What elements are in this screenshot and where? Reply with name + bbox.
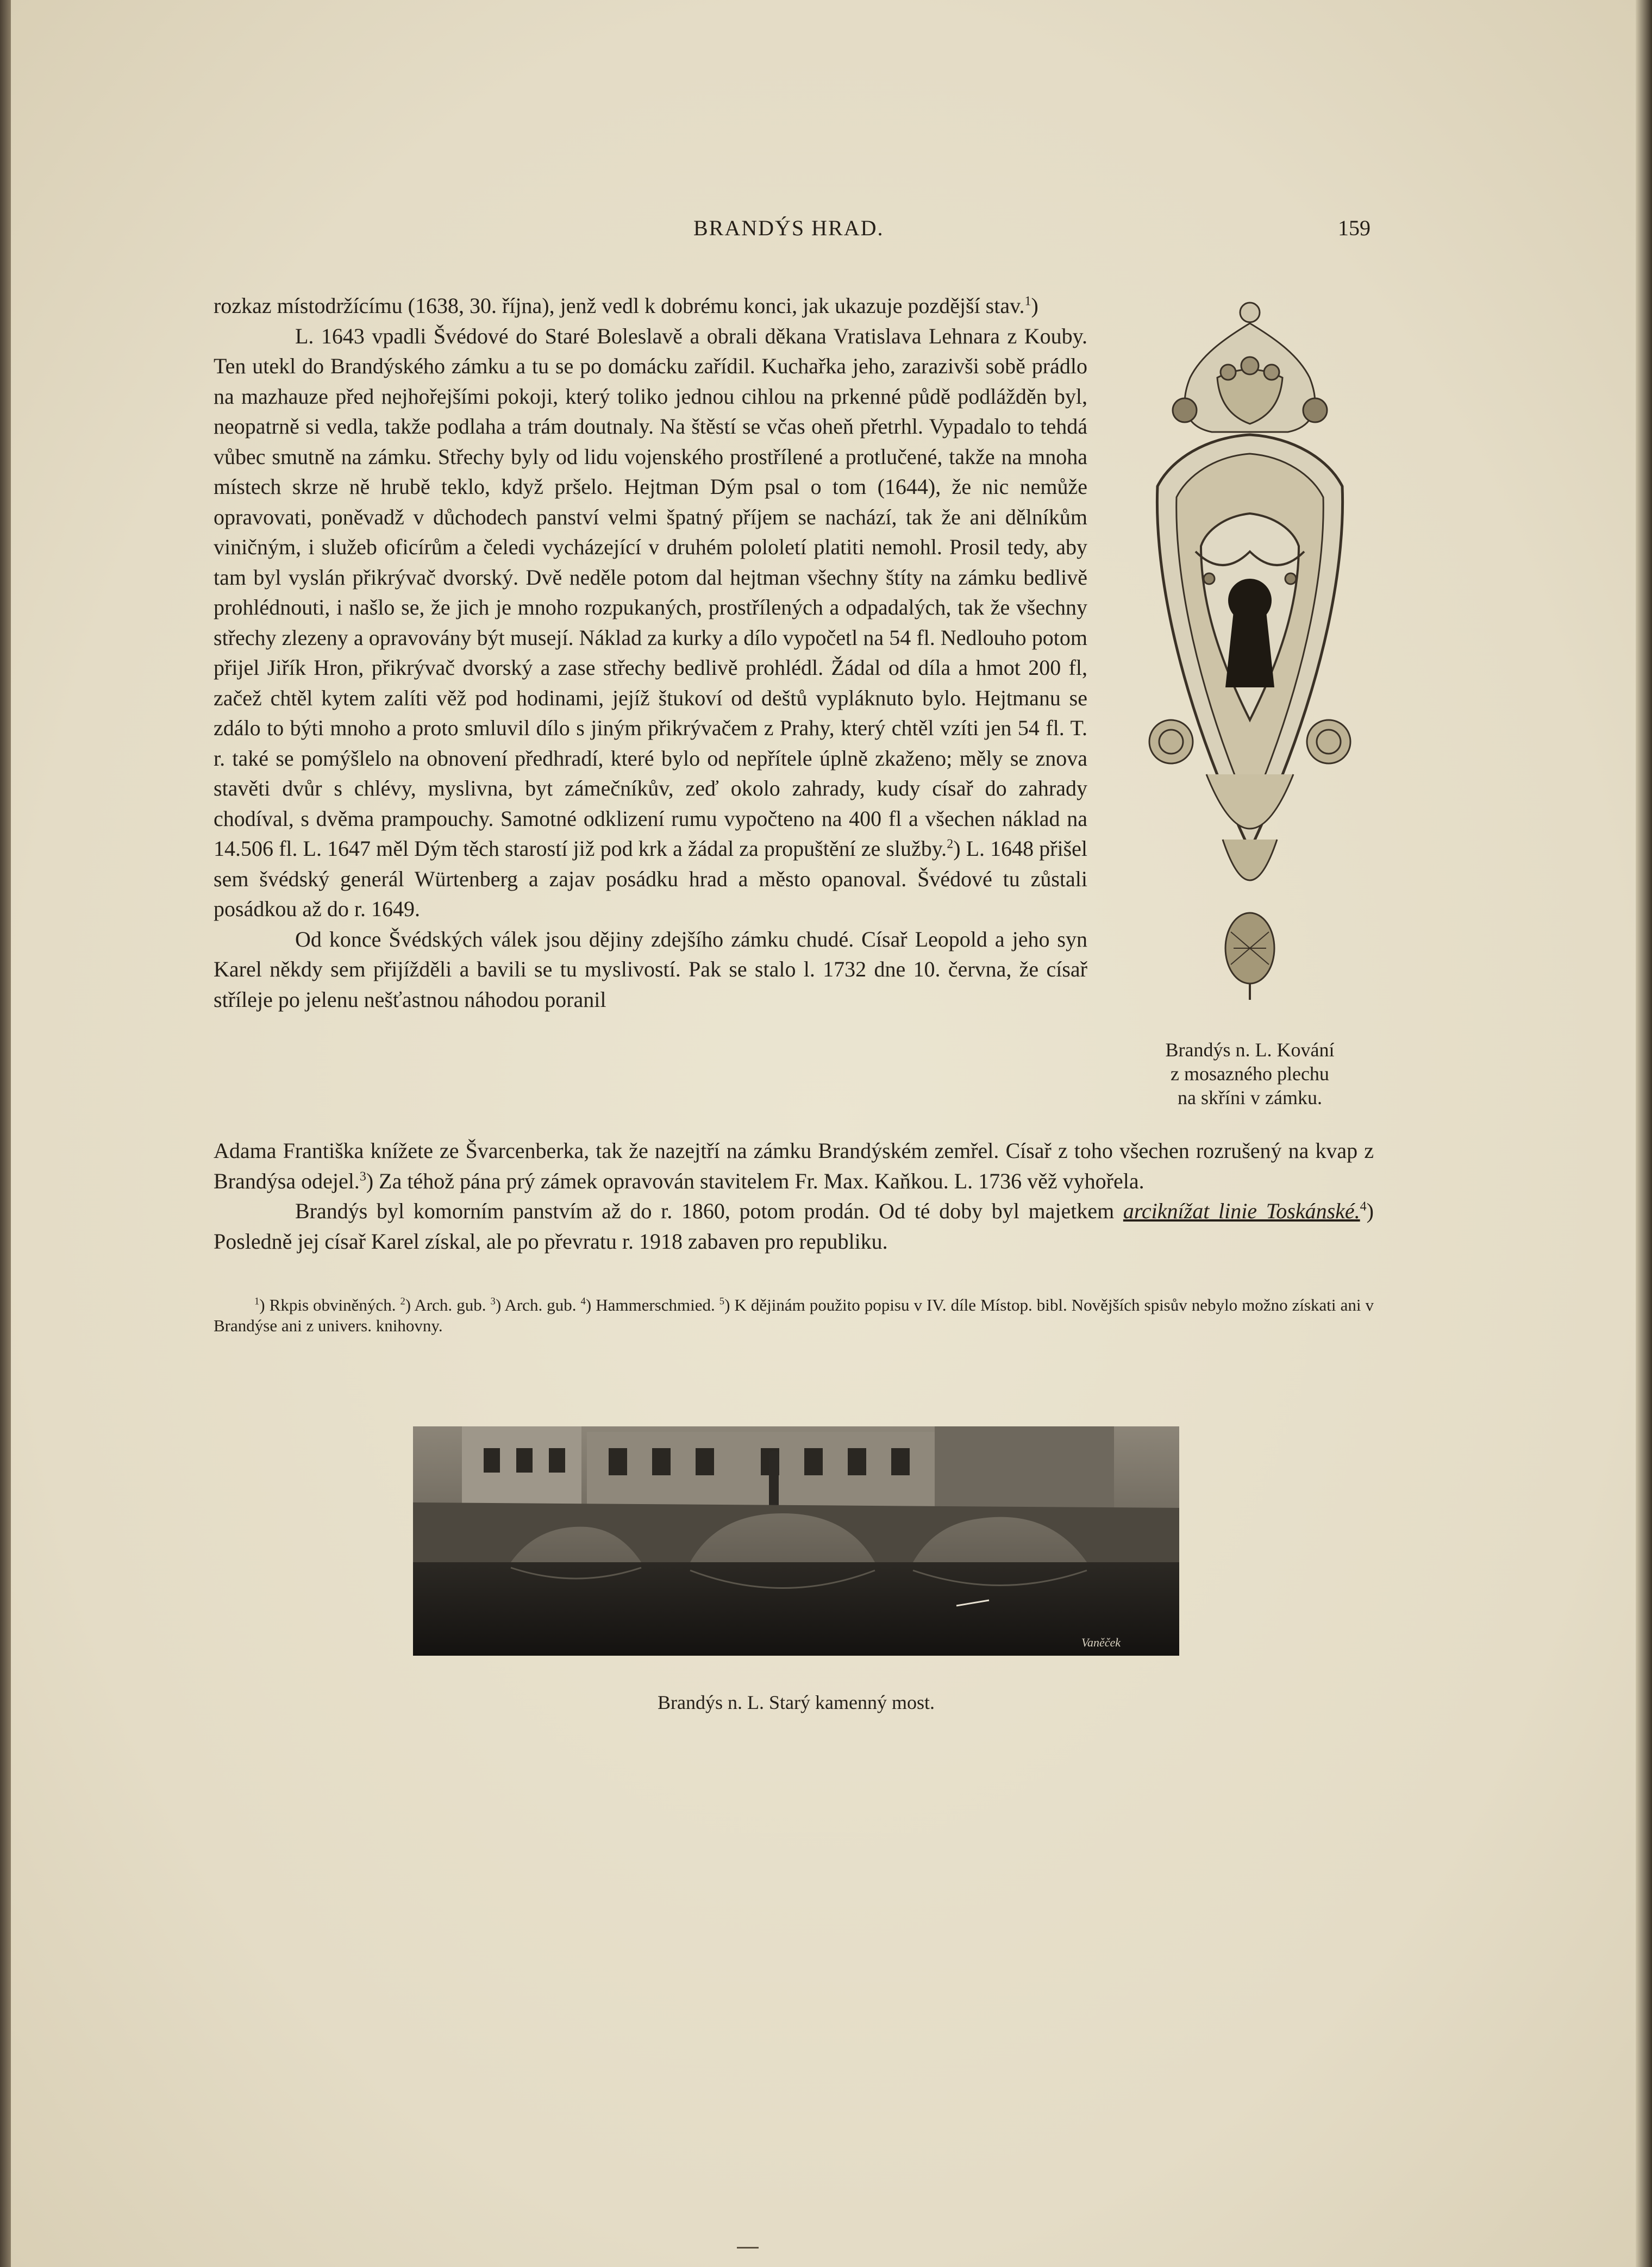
paragraph-4: Brandýs byl komorním panstvím až do r. 1860, potom prodán. Od té doby byl majetkem arciknížat linie Toskánské.$^4$) Posledně jej císař Karel získal, ale po převratu r. 1918 zabaven pro republiku. [214,1199,1374,1254]
emphasized-text: arciknížat linie Toskánské. [1123,1199,1360,1223]
main-text-column [214,291,1087,1014]
running-title: BRANDÝS HRAD. [693,216,884,240]
footnote-ref-1: 1 [1024,294,1031,309]
stone-bridge-photograph [413,1426,1179,1656]
paragraph-3: Od konce Švédských válek jsou dějiny zdejšího zámku chudé. Císař Leopold a jeho syn Karel někdy sem přijížděli a bavili se tu myslivostí. Pak se stalo l. 1732 dne 10. června, že císař stříleje po jelenu nešťastnou náhodou poranil [214,926,1087,1012]
photo-signature: Vaněček [1081,1636,1121,1649]
photo-caption: Brandýs n. L. Starý kamenný most. [658,1692,935,1713]
footnote-ref-2: 2 [947,837,954,851]
paragraph-3-continued: Adama Františka knížete ze Švarcenberka, tak že nazejtří na zámku Brandýském zemřel. Císař z toho všechen rozrušený na kvap z Brandýsa odejel.$^3$) Za téhož pána prý zámek opravován stavitelem Fr. Max. Kaňkou. L. 1736 věž vyhořela. [214,1138,1374,1193]
footnotes [214,1295,1374,1336]
paragraph-1: rozkaz místodržícímu (1638, 30. října), jenž vedl k dobrému konci, jak ukazuje pozdější stav.$^1$) [214,293,1038,318]
ornament-caption: Brandýs n. L. Kování z mosazného plechu na skříni v zámku. [1165,1039,1335,1109]
page-binding-edge [0,0,11,2267]
keyhole-escutcheon-illustration [1141,296,1359,1005]
full-width-text [214,1136,1374,1256]
page-number: 159 [1338,216,1371,240]
footnote-ref-4: 4 [1360,1199,1367,1214]
paragraph-2: L. 1643 vpadli Švédové do Staré Boleslavě a obrali děkana Vratislava Lehnara z Kouby. Ten utekl do Brandýského zámku a tu se po domácku zařídil. Kuchařka jeho, zarazivši sobě prádlo na mazhauze před nejhořejšími pokoji, který toliko jednou cihlou na prkenné půdě podlážděn byl, neopatrně si vedla, takže podlaha a trám doutnaly. Na štěstí se včas oheň přetrhl. Vypadalo to tehdá vůbec smutně na zámku. Střechy byly od lidu vojenského prostřílené a protlučené, takže na mnoha místech skrze ně hrubě teklo, když pršelo. Hejtman Dým psal o tom (1644), že nic nemůže opravovati, poněvadž v důchodech panství velmi špatný příjem se nachází, tak že ani dělníkům viničným, i služeb oficírům a čeledi vycházející v druhém pololetí platiti nemohl. Prosil tedy, aby tam byl vyslán přikrývač dvorský. Dvě neděle potom dal hejtman všechny štíty na zámku bedlivě prohlédnouti, i našlo se, že jich je mnoho rozpukaných, prostřílených a odpadalých, tak že všechny střechy zlezeny a opravovány být musejí. Náklad za kurky a dílo vypočetl na 54 fl. Nedlouho potom přijel Jiřík Hron, přikrývač dvorský a zase střechy bedlivě prohlédl. Žádal od díla a hmot 200 fl, začež chtěl kytem zalíti věž pod hodinami, jejíž štukoví od deštů vypláknuto bylo. Hejtmanu se zdálo to býti mnoho a proto smluvil dílo s jiným přikrývačem z Prahy, který chtěl vzíti jen 54 fl. T. r. také se pomýšlelo na obnovení předhradí, které bylo od nepřítele úplně zkaženo; měly se znova stavěti dvůr s chlévy, myslivna, byt zámečníkův, zeď okolo zahrady, kudy císař do zahrady chodíval, s dvěma prampouchy. Samotné odklizení rumu vypočteno na 400 fl a všechen náklad na 14.506 fl. L. 1647 měl Dým těch starostí již pod krk a žádal za propuštění ze služby.$^2$) L. 1648 přišel sem švédský generál Würtenberg a zajav posádku hrad a město opanoval. Švédové tu zůstali posádkou až do r. 1649. [214,323,1087,921]
page-mark [737,2247,759,2249]
footnote-line: $^1$) Rkpis obviněných. $^2$) Arch. gub. $^3$) Arch. gub. $^4$) Hammerschmied. $^5$) K dějinám použito popisu v IV. díle Místop. bibl. Novějších spisův nebylo možno získati ani v Brandýse ani z univers. knihovny. [214,1295,1374,1335]
footnote-ref-3: 3 [359,1169,366,1184]
page-right-edge [1636,0,1652,2267]
keyhole-icon [1225,579,1274,687]
